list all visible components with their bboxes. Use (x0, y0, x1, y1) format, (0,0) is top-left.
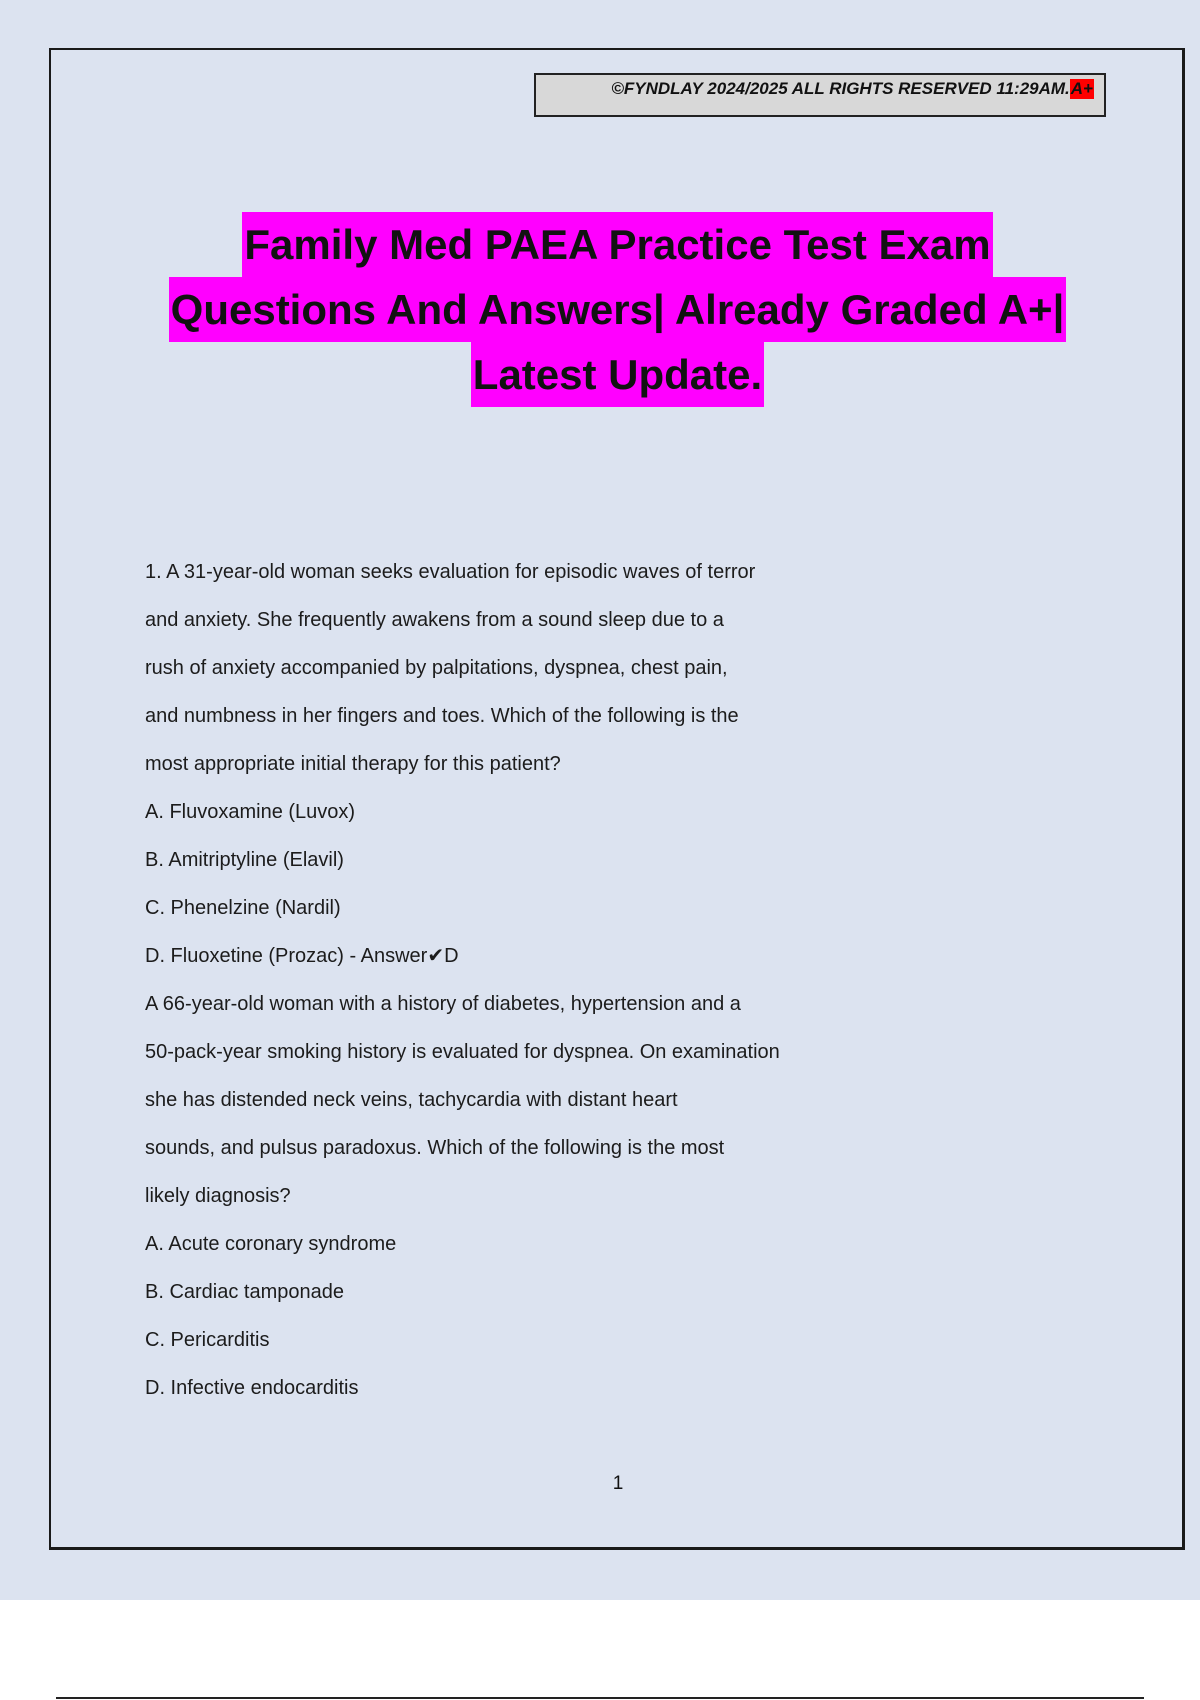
footer-divider (56, 1697, 1144, 1699)
question-1-stem-line: most appropriate initial therapy for this patient? (145, 753, 561, 775)
copyright-text: ©FYNDLAY 2024/2025 ALL RIGHTS RESERVED 11:29AM. (611, 79, 1070, 98)
question-1 (145, 555, 905, 987)
question-content (145, 555, 905, 1419)
copyright-header (534, 73, 1106, 117)
question-1-stem-line: and anxiety. She frequently awakens from a sound sleep due to a (145, 609, 724, 631)
title-line-1: Family Med PAEA Practice Test Exam (242, 212, 992, 277)
question-2-option-c: C. Pericarditis (145, 1329, 270, 1351)
question-2-stem-line: sounds, and pulsus paradoxus. Which of the following is the most (145, 1137, 725, 1159)
question-2-stem-line: likely diagnosis? (145, 1185, 291, 1207)
question-2-option-a: A. Acute coronary syndrome (145, 1233, 397, 1255)
title-line-2: Questions And Answers| Already Graded A+| (169, 277, 1067, 342)
question-2-stem-line: A 66-year-old woman with a history of diabetes, hypertension and a (145, 993, 741, 1015)
question-1-option-b: B. Amitriptyline (Elavil) (145, 849, 344, 871)
question-1-option-d: D. Fluoxetine (Prozac) - Answer✔D (145, 945, 459, 967)
question-1-option-a: A. Fluvoxamine (Luvox) (145, 801, 356, 823)
question-1-option-c: C. Phenelzine (Nardil) (145, 897, 341, 919)
question-1-stem-line: 1. A 31-year-old woman seeks evaluation for episodic waves of terror (145, 561, 756, 583)
question-2-stem-line: she has distended neck veins, tachycardia with distant heart (145, 1089, 678, 1111)
question-2-stem-line: 50-pack-year smoking history is evaluated for dyspnea. On examination (145, 1041, 780, 1063)
document-title (60, 212, 1175, 407)
question-2-option-d: D. Infective endocarditis (145, 1377, 359, 1399)
question-2 (145, 987, 905, 1419)
question-1-stem-line: rush of anxiety accompanied by palpitations, dyspnea, chest pain, (145, 657, 728, 679)
page-number: 1 (612, 1473, 624, 1494)
title-line-3: Latest Update. (471, 342, 764, 407)
question-1-stem-line: and numbness in her fingers and toes. Which of the following is the (145, 705, 739, 727)
grade-badge: A+ (1070, 79, 1093, 98)
question-2-option-b: B. Cardiac tamponade (145, 1281, 345, 1303)
